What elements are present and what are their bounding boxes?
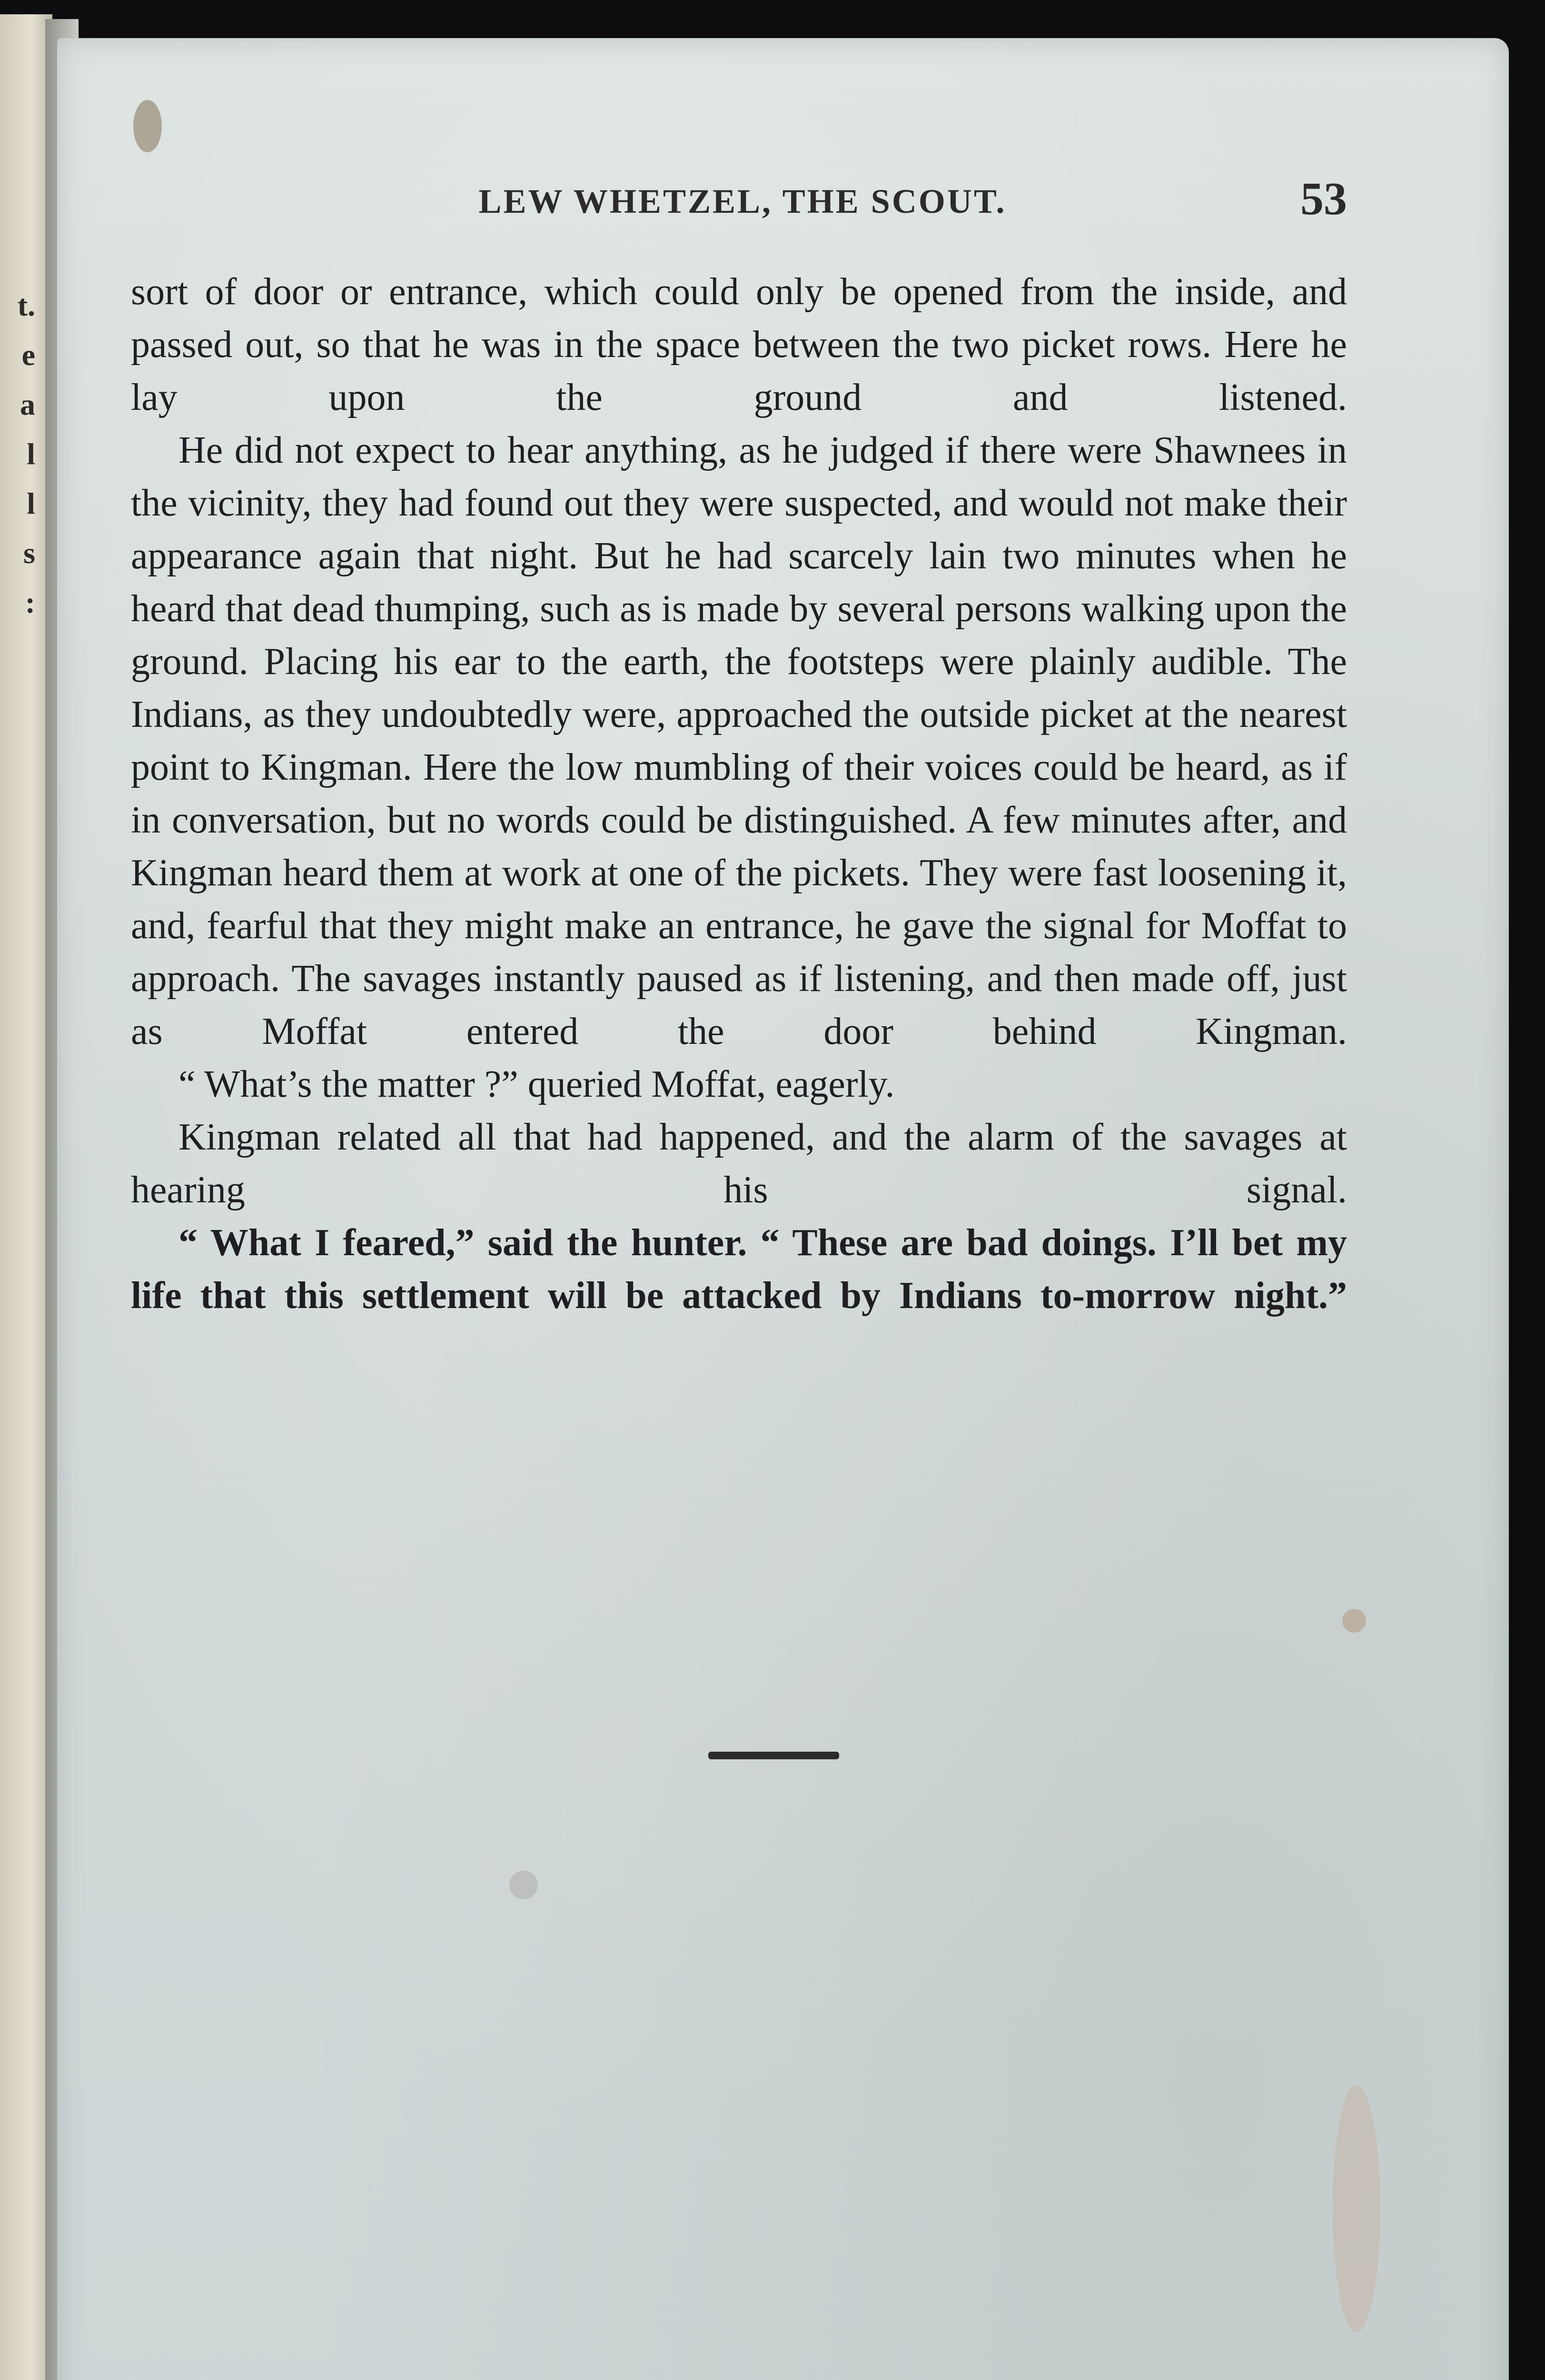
facing-char: a: [20, 387, 35, 421]
facing-char: t.: [17, 288, 35, 322]
book-page: [57, 38, 1509, 2380]
facing-char: l: [27, 486, 35, 520]
page-number: 53: [1300, 173, 1347, 225]
paper-stain: [1333, 2085, 1380, 2332]
facing-page-fragments: [2, 281, 35, 627]
chapter-end-rule: [708, 1752, 839, 1759]
paragraph: sort of door or entrance, which could only be opened from the inside, and passed out, so that he was in the space between the two picket rows. Here he lay upon the ground and listened.: [131, 271, 1347, 418]
paper-stain: [509, 1871, 538, 1899]
facing-char: l: [27, 437, 35, 471]
facing-char: :: [25, 585, 35, 619]
facing-char: e: [21, 338, 35, 372]
running-head: [114, 163, 1347, 229]
paragraph: “ What’s the matter ?” queried Moffat, eagerly.: [178, 1063, 895, 1105]
facing-char: s: [23, 536, 35, 570]
body-text: [131, 266, 1347, 1322]
paper-stain: [133, 100, 162, 152]
paragraph: “ What I feared,” said the hunter. “ These are bad doings. I’ll bet my life that this settlement will be attacked by Indians to-morrow night.”: [131, 1222, 1347, 1317]
facing-page-edge: [0, 14, 52, 2380]
paragraph: He did not expect to hear anything, as he judged if there were Shawnees in the vicinity, they had found out they were suspected, and would not make their appearance again that night. But he had scarcely lain two minutes when he heard that dead thumping, such as is made by several persons walking upon the ground. Placing his ear to the earth, the footsteps were plainly audible. The Indians, as they undoubtedly were, approached the outside picket at the nearest point to Kingman. Here the low mumbling of their voices could be heard, as if in conversation, but no words could be distinguished. A few minutes after, and Kingman heard them at work at one of the pickets. They were fast loosening it, and, fearful that they might make an entrance, he gave the signal for Moffat to approach. The savages instantly paused as if listening, and then made off, just as Moffat entered the door behind Kingman.: [131, 429, 1347, 1052]
running-title: LEW WHETZEL, THE SCOUT.: [478, 182, 1007, 220]
paper-stain: [1342, 1609, 1366, 1633]
paragraph: Kingman related all that had happened, and the alarm of the savages at hearing his signal.: [131, 1116, 1347, 1211]
